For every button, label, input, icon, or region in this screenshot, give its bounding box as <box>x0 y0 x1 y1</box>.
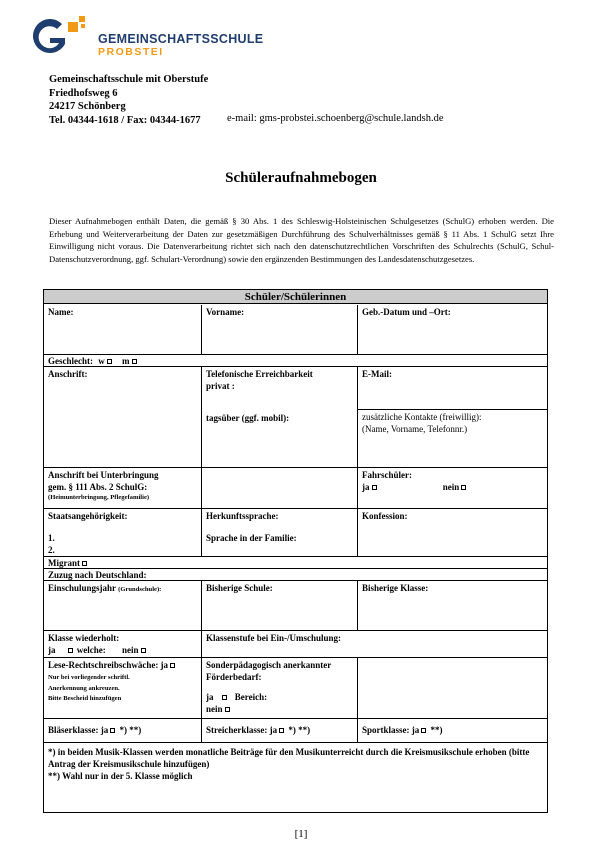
phone-label: Telefonische Erreichbarkeit <box>206 369 313 379</box>
vorname-field[interactable] <box>202 305 358 355</box>
logo-text-school-type: GEMEINSCHAFTSSCHULE <box>98 32 264 46</box>
footnote-music: *) in beiden Musik-Klassen werden monatliche Beiträge für den Musikunterreicht durch die Kreismusikschule erhoben (bitte Antrag der Kreismusikschule hinzufügen) <box>48 747 530 769</box>
email-field[interactable] <box>358 367 547 410</box>
contacts-hint: (Name, Vorname, Telefonnr.) <box>362 424 468 434</box>
string-class-field <box>202 719 358 743</box>
previous-class-label: Bisherige Klasse: <box>362 583 429 593</box>
logo-text-location: PROBSTEI <box>98 46 164 58</box>
enrollment-year-field[interactable] <box>44 581 202 631</box>
previous-class-field[interactable] <box>358 581 547 631</box>
brass-class-checkbox[interactable] <box>110 728 115 733</box>
contacts-label: zusätzliche Kontakte (freiwillig): <box>362 412 482 422</box>
school-logo <box>24 16 264 60</box>
special-needs-yes-checkbox[interactable] <box>222 695 227 700</box>
immigration-row[interactable] <box>44 569 547 581</box>
section-header: Schüler/Schülerinnen <box>44 290 547 304</box>
document-title: Schüleraufnahmebogen <box>225 170 377 186</box>
special-needs-notes-field[interactable] <box>358 658 547 719</box>
address-label: Anschrift: <box>48 369 88 379</box>
confession-field[interactable] <box>358 509 547 557</box>
placement-note: (Heimunterbringung, Pflegefamilie) <box>48 494 150 501</box>
nationality-2-label: 2. <box>48 545 55 555</box>
gender-w-checkbox[interactable] <box>107 359 112 364</box>
placement-address-field[interactable] <box>44 468 202 509</box>
previous-school-field[interactable] <box>202 581 358 631</box>
origin-language-label: Herkunftssprache: <box>206 511 279 521</box>
sport-class-checkbox[interactable] <box>421 728 426 733</box>
brass-class-field <box>44 719 202 743</box>
previous-school-label: Bisherige Schule: <box>206 583 273 593</box>
special-needs-label: Sonderpädagogisch anerkannter <box>206 660 332 670</box>
string-class-label: Streicherklasse: ja <box>206 725 278 735</box>
gender-m-checkbox[interactable] <box>132 359 137 364</box>
dyslexia-checkbox[interactable] <box>170 663 175 668</box>
school-name: Gemeinschaftsschule mit Oberstufe <box>49 74 209 85</box>
school-email: e-mail: gms-probstei.schoenberg@schule.landsh.de <box>227 113 444 124</box>
string-class-checkbox[interactable] <box>279 728 284 733</box>
brass-class-label: Bläserklasse: ja <box>48 725 109 735</box>
repeated-yes-label: ja <box>48 645 56 655</box>
repeated-no-checkbox[interactable] <box>141 648 146 653</box>
phone-field[interactable] <box>202 367 358 468</box>
confession-label: Konfession: <box>362 511 408 521</box>
nationality-field[interactable] <box>44 509 202 557</box>
special-needs-yes-label: ja <box>206 692 214 702</box>
page-number: [1] <box>294 828 308 840</box>
special-needs-area-label: Bereich: <box>234 692 268 702</box>
gender-label: Geschlecht: <box>48 356 93 366</box>
school-phone: Tel. 04344-1618 / Fax: 04344-1677 <box>49 114 201 126</box>
family-language-label: Sprache in der Familie: <box>206 533 297 543</box>
dyslexia-note-3: Bitte Bescheid hinzufügen <box>48 695 122 702</box>
commuter-yes-label: ja <box>362 482 370 492</box>
commuter-label: Fahrschüler: <box>362 470 412 480</box>
footnote-grade5: **) Wahl nur in der 5. Klasse möglich <box>48 771 193 781</box>
birth-label: Geb.-Datum und –Ort: <box>362 307 451 317</box>
commuter-no-label: nein <box>442 482 460 492</box>
gender-m-label: m <box>122 356 130 366</box>
placement-label: Anschrift bei Unterbringung <box>48 470 159 480</box>
repeated-class-field <box>44 631 202 658</box>
sport-class-label: Sportklasse: ja <box>362 725 420 735</box>
commuter-yes-checkbox[interactable] <box>372 485 377 490</box>
dyslexia-note-1: Nur bei vorliegender schriftl. <box>48 674 130 681</box>
address-field[interactable] <box>44 367 202 468</box>
email-label: E-Mail: <box>362 369 392 379</box>
grade-level-label: Klassenstufe bei Ein-/Umschulung: <box>206 633 342 643</box>
dyslexia-label: Lese-Rechtschreibschwäche: ja <box>48 660 169 670</box>
vorname-label: Vorname: <box>206 307 245 317</box>
brass-class-footnote-mark: *) **) <box>119 725 142 735</box>
placement-law-label: gem. § 111 Abs. 2 SchulG: <box>48 482 148 492</box>
school-city: 24217 Schönberg <box>49 101 126 112</box>
special-needs-no-label: nein <box>206 704 223 714</box>
migrant-checkbox[interactable] <box>82 561 87 566</box>
repeated-no-label: nein <box>122 645 139 655</box>
logo-mark-icon <box>24 16 94 60</box>
name-field[interactable] <box>44 305 202 355</box>
enrollment-year-label: Einschulungsjahr <box>48 583 116 593</box>
phone-daytime-label: tagsüber (ggf. mobil): <box>206 413 290 423</box>
name-label: Name: <box>48 307 74 317</box>
nationality-1-label: 1. <box>48 533 55 543</box>
school-address <box>49 73 208 127</box>
contacts-field[interactable] <box>358 410 547 468</box>
repeated-class-label: Klasse wiederholt: <box>48 633 120 643</box>
grade-level-field[interactable] <box>202 631 547 658</box>
migrant-label: Migrant <box>48 558 80 568</box>
privacy-notice: Dieser Aufnahmebogen enthält Daten, die gemäß § 30 Abs. 1 des Schleswig-Holsteinischen Schulgesetzes (SchulG) erhoben werden. Die Erhebung und Weiterverarbeitung der Daten zur gesetzmäßigen Durchführung des Schulverhältnisses gemäß § 11 Abs. 1 SchulG setzt Ihre Einwilligung nicht voraus. Die Datenverarbeitung richtet sich nach den datenschutzrechtlichen Vorschriften des Schulrechts (SchulG, Schul-Datenschutzverordnung, ggf. Schulart-Verordnung) sowie den ergänzenden Bestimmungen des Landesdatenschutzgesetzes. <box>49 216 554 264</box>
immigration-label: Zuzug nach Deutschland: <box>48 570 147 580</box>
string-class-footnote-mark: *) **) <box>288 725 311 735</box>
birth-field[interactable] <box>358 305 547 355</box>
nationality-label: Staatsangehörigkeit: <box>48 511 128 521</box>
sport-class-field <box>358 719 547 743</box>
gender-row <box>44 355 547 367</box>
dyslexia-field <box>44 658 202 719</box>
school-street: Friedhofsweg 6 <box>49 87 118 99</box>
placement-value-field[interactable] <box>202 468 358 509</box>
dyslexia-note-2: Anerkennung ankreuzen. <box>48 684 120 692</box>
special-needs-label-2: Förderbedarf: <box>206 672 262 682</box>
student-form <box>43 289 548 813</box>
migrant-row <box>44 557 547 569</box>
gender-w-label: w <box>98 356 105 366</box>
footnotes <box>44 744 547 784</box>
sport-class-footnote-mark: **) <box>430 725 443 735</box>
commuter-no-checkbox[interactable] <box>461 485 466 490</box>
repeated-yes-checkbox[interactable] <box>68 648 73 653</box>
enrollment-year-note: (Grundschule): <box>118 586 162 593</box>
commuter-field <box>358 468 547 509</box>
repeated-which-label: welche: <box>76 645 106 655</box>
language-field[interactable] <box>202 509 358 557</box>
special-needs-no-checkbox[interactable] <box>225 707 230 712</box>
phone-private-label: privat : <box>206 381 235 391</box>
special-needs-field <box>202 658 358 719</box>
